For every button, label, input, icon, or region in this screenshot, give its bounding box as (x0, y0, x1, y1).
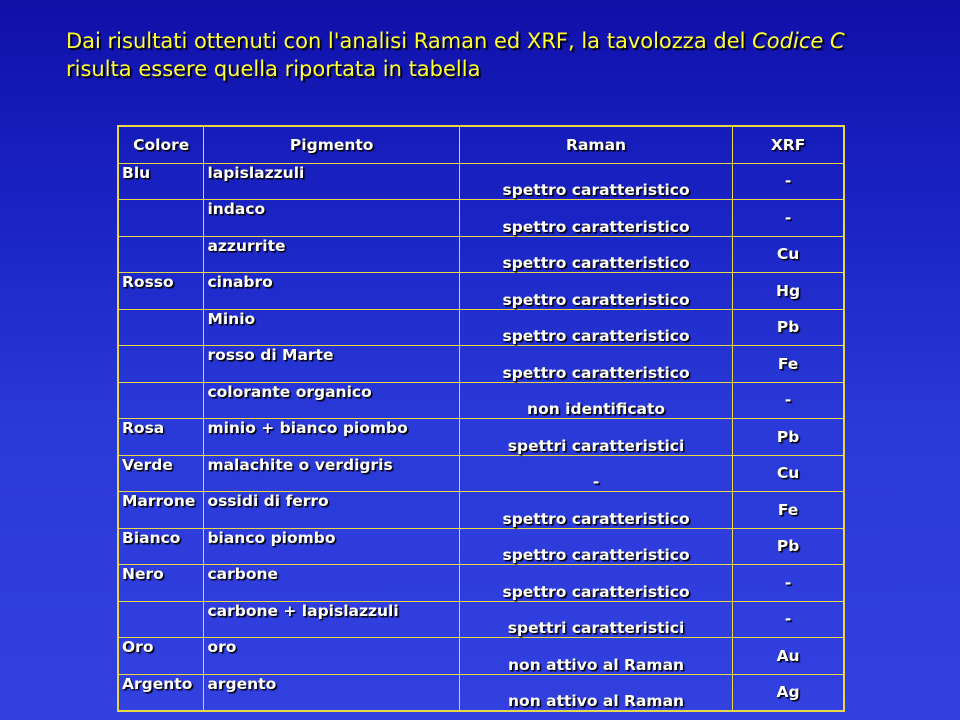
cell-raman: spettri caratteristici (459, 419, 732, 456)
cell-xrf: - (733, 382, 844, 419)
header-colore: Colore (118, 126, 204, 163)
cell-raman: non attivo al Raman (459, 638, 732, 675)
table-row (118, 492, 844, 529)
cell-raman: spettro caratteristico (459, 492, 732, 529)
cell-xrf: - (733, 601, 844, 638)
cell-colore: Oro (118, 638, 204, 675)
cell-colore: Rosso (118, 273, 204, 310)
table-row (118, 236, 844, 273)
cell-colore: Rosa (118, 419, 204, 456)
cell-xrf: Pb (733, 419, 844, 456)
cell-xrf: Fe (733, 346, 844, 383)
cell-pigmento: carbone (204, 565, 460, 602)
cell-colore (118, 382, 204, 419)
cell-xrf: - (733, 200, 844, 237)
cell-raman: spettro caratteristico (459, 528, 732, 565)
cell-pigmento: argento (204, 674, 460, 711)
cell-pigmento: rosso di Marte (204, 346, 460, 383)
cell-colore (118, 236, 204, 273)
header-raman: Raman (459, 126, 732, 163)
cell-xrf: Au (733, 638, 844, 675)
cell-raman: spettro caratteristico (459, 163, 732, 200)
cell-xrf: Ag (733, 674, 844, 711)
table-row (118, 346, 844, 383)
cell-raman: spettro caratteristico (459, 236, 732, 273)
cell-xrf: Pb (733, 309, 844, 346)
cell-xrf: Cu (733, 236, 844, 273)
slide-title-part2: risulta essere quella riportata in tabella (66, 57, 481, 81)
cell-raman: non identificato (459, 382, 732, 419)
cell-xrf: Cu (733, 455, 844, 492)
cell-colore: Bianco (118, 528, 204, 565)
table-row (118, 455, 844, 492)
cell-xrf: - (733, 163, 844, 200)
cell-raman: non attivo al Raman (459, 674, 732, 711)
slide-title-part1: Dai risultati ottenuti con l'analisi Raman ed XRF, la tavolozza del (66, 29, 753, 53)
cell-colore: Marrone (118, 492, 204, 529)
table-row (118, 200, 844, 237)
cell-xrf: Fe (733, 492, 844, 529)
cell-pigmento: carbone + lapislazzuli (204, 601, 460, 638)
table-row (118, 163, 844, 200)
cell-raman: spettro caratteristico (459, 565, 732, 602)
table-row (118, 528, 844, 565)
cell-pigmento: oro (204, 638, 460, 675)
table-row (118, 382, 844, 419)
header-pigmento: Pigmento (204, 126, 460, 163)
cell-pigmento: bianco piombo (204, 528, 460, 565)
cell-pigmento: colorante organico (204, 382, 460, 419)
cell-xrf: Pb (733, 528, 844, 565)
cell-colore: Argento (118, 674, 204, 711)
table-row (118, 419, 844, 456)
table-row (118, 273, 844, 310)
cell-colore (118, 309, 204, 346)
table-row (118, 309, 844, 346)
cell-raman: - (459, 455, 732, 492)
slide-title (66, 27, 926, 83)
header-xrf: XRF (733, 126, 844, 163)
cell-pigmento: minio + bianco piombo (204, 419, 460, 456)
table-row (118, 565, 844, 602)
cell-colore: Verde (118, 455, 204, 492)
cell-raman: spettro caratteristico (459, 309, 732, 346)
cell-pigmento: malachite o verdigris (204, 455, 460, 492)
cell-colore: Blu (118, 163, 204, 200)
cell-xrf: - (733, 565, 844, 602)
cell-raman: spettri caratteristici (459, 601, 732, 638)
cell-xrf: Hg (733, 273, 844, 310)
slide-title-italic: Codice C (752, 29, 845, 53)
cell-colore (118, 346, 204, 383)
cell-pigmento: lapislazzuli (204, 163, 460, 200)
cell-raman: spettro caratteristico (459, 273, 732, 310)
cell-pigmento: cinabro (204, 273, 460, 310)
cell-colore (118, 601, 204, 638)
cell-colore: Nero (118, 565, 204, 602)
cell-raman: spettro caratteristico (459, 346, 732, 383)
palette-table (117, 125, 845, 712)
cell-pigmento: ossidi di ferro (204, 492, 460, 529)
table-header-row (118, 126, 844, 163)
cell-pigmento: indaco (204, 200, 460, 237)
table-row (118, 601, 844, 638)
cell-pigmento: Minio (204, 309, 460, 346)
cell-colore (118, 200, 204, 237)
cell-pigmento: azzurrite (204, 236, 460, 273)
table-row (118, 638, 844, 675)
cell-raman: spettro caratteristico (459, 200, 732, 237)
table-row (118, 674, 844, 711)
